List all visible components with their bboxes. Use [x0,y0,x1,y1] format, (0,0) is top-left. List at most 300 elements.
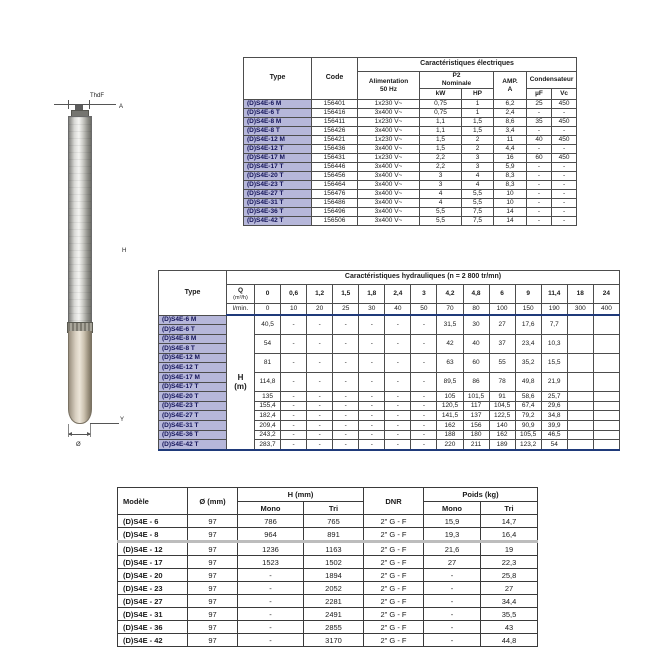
type-cell: (D)S4E-31 T [244,199,312,208]
head-value-cell: 78 [489,373,515,392]
poids-tri-cell: 22,3 [481,556,538,569]
lmin-value-header: 400 [593,304,619,316]
q-value-header: 2,4 [385,285,411,304]
model-cell: (D)S4E - 17 [118,556,188,569]
q-value-header: 3 [411,285,437,304]
hydraulic-table-title: Caractéristiques hydrauliques (n = 2 800 tr/mn) [227,271,620,285]
pump-motor-body [68,331,92,424]
dimensions-row [118,634,538,647]
head-value-cell: 54 [255,334,281,353]
poids-mono-cell: 21,6 [424,542,481,556]
lmin-value-header: 25 [333,304,359,316]
dnr-cell: 2" G - F [364,608,424,621]
col-header-amp: AMP. A [494,72,527,100]
model-cell: (D)S4E - 23 [118,582,188,595]
q-value-header: 1,5 [333,285,359,304]
code-cell: 156486 [312,199,358,208]
electrical-row [244,163,577,172]
code-cell: 156496 [312,208,358,217]
col-header-lmin: l/min. [227,304,255,316]
diameter-cell: 97 [188,608,238,621]
col-header-type: Type [159,271,227,316]
alimentation-cell: 1x230 V~ [358,154,420,163]
poids-tri-cell: 19 [481,542,538,556]
vc-cell: 450 [552,154,577,163]
dnr-cell: 2" G - F [364,528,424,542]
lmin-value-header: 300 [567,304,593,316]
alimentation-cell: 3x400 V~ [358,163,420,172]
dimension-tick [68,100,69,109]
poids-tri-cell: 43 [481,621,538,634]
head-value-cell: 189 [489,440,515,450]
type-cell: (D)S4E-8 M [159,334,227,344]
electrical-row [244,145,577,154]
hydraulic-table [158,270,620,451]
kw-cell: 5,5 [420,217,462,226]
head-value-cell: 243,2 [255,430,281,440]
vc-cell: - [552,208,577,217]
head-value-cell: 105 [437,392,463,402]
uf-cell: - [527,163,552,172]
uf-cell: - [527,217,552,226]
head-value-cell: 101,5 [463,392,489,402]
hp-cell: 1,5 [462,118,494,127]
head-value-cell: 91 [489,392,515,402]
dimensions-row [118,556,538,569]
code-cell: 156426 [312,127,358,136]
dnr-cell: 2" G - F [364,634,424,647]
type-cell: (D)S4E-8 M [244,118,312,127]
head-value-cell: 120,5 [437,401,463,411]
head-value-cell: 141,5 [437,411,463,421]
lmin-value-header: 10 [281,304,307,316]
hp-cell: 2 [462,145,494,154]
head-value-cell [593,353,619,372]
head-value-cell: - [359,373,385,392]
amp-cell: 2,4 [494,109,527,118]
head-value-cell: - [333,440,359,450]
hp-cell: 2 [462,136,494,145]
head-value-cell: 79,2 [515,411,541,421]
q-value-header: 1,2 [307,285,333,304]
head-value-cell: - [385,430,411,440]
kw-cell: 0,75 [420,109,462,118]
kw-cell: 1,1 [420,118,462,127]
h-mono-cell: 1236 [238,542,304,556]
head-value-cell: - [307,353,333,372]
alimentation-cell: 1x230 V~ [358,100,420,109]
hp-cell: 3 [462,163,494,172]
head-value-cell [567,411,593,421]
hp-cell: 5,5 [462,190,494,199]
head-value-cell: - [333,315,359,334]
head-value-cell: - [359,411,385,421]
dim-line-y [90,423,119,424]
head-value-cell: - [333,421,359,431]
head-value-cell: 104,5 [489,401,515,411]
h-mono-cell: - [238,569,304,582]
code-cell: 156421 [312,136,358,145]
electrical-row [244,217,577,226]
head-value-cell: 54 [541,440,567,450]
col-header-vc: Vc [552,89,577,100]
electrical-row [244,100,577,109]
model-cell: (D)S4E - 20 [118,569,188,582]
head-value-cell: - [359,334,385,353]
head-value-cell: 137 [463,411,489,421]
head-value-cell: 49,8 [515,373,541,392]
head-value-cell: 86 [463,373,489,392]
kw-cell: 5,5 [420,208,462,217]
head-value-cell: - [411,392,437,402]
head-value-cell: - [281,373,307,392]
vc-cell: - [552,199,577,208]
poids-tri-cell: 44,8 [481,634,538,647]
poids-mono-cell: 15,9 [424,515,481,528]
dnr-cell: 2" G - F [364,582,424,595]
head-value-cell: - [385,401,411,411]
code-cell: 156506 [312,217,358,226]
head-value-cell: - [385,421,411,431]
poids-mono-cell: - [424,634,481,647]
dim-label-h: H [122,248,127,254]
head-value-cell [567,430,593,440]
lmin-value-header: 30 [359,304,385,316]
poids-mono-cell: 27 [424,556,481,569]
type-cell: (D)S4E-12 T [244,145,312,154]
poids-mono-cell: - [424,569,481,582]
head-value-cell: 7,7 [541,315,567,334]
head-value-cell: 37 [489,334,515,353]
alimentation-cell: 3x400 V~ [358,145,420,154]
h-tri-cell: 1163 [304,542,364,556]
col-header-alimentation: Alimentation 50 Hz [358,72,420,100]
head-value-cell [567,353,593,372]
q-value-header: 11,4 [541,285,567,304]
vc-cell: - [552,127,577,136]
type-cell: (D)S4E-20 T [159,392,227,402]
dnr-cell: 2" G - F [364,621,424,634]
dimensions-row [118,515,538,528]
head-value-cell: 90,9 [515,421,541,431]
head-value-cell: - [359,353,385,372]
dim-label-a: A [119,104,124,110]
type-cell: (D)S4E-20 T [244,172,312,181]
type-cell: (D)S4E-42 T [244,217,312,226]
head-value-cell: - [307,440,333,450]
hp-cell: 4 [462,181,494,190]
head-value-cell: - [359,401,385,411]
head-value-cell: 180 [463,430,489,440]
head-value-cell: - [411,315,437,334]
col-header-condensateur: Condensateur [527,72,577,89]
pump-stage-body [68,116,92,323]
head-value-cell: 188 [437,430,463,440]
head-value-cell: 162 [437,421,463,431]
head-value-cell: 123,2 [515,440,541,450]
h-tri-cell: 1502 [304,556,364,569]
head-value-cell [567,401,593,411]
head-value-cell: 46,5 [541,430,567,440]
amp-cell: 8,6 [494,118,527,127]
model-cell: (D)S4E - 27 [118,595,188,608]
electrical-row [244,190,577,199]
type-cell: (D)S4E-23 T [244,181,312,190]
amp-cell: 8,3 [494,181,527,190]
poids-tri-cell: 25,8 [481,569,538,582]
uf-cell: 25 [527,100,552,109]
hp-cell: 1 [462,109,494,118]
thread-dimension-line [54,104,116,105]
model-cell: (D)S4E - 36 [118,621,188,634]
pump-figure [30,90,140,490]
col-header-diameter: Ø (mm) [188,488,238,515]
uf-cell: - [527,145,552,154]
head-value-cell: 220 [437,440,463,450]
kw-cell: 2,2 [420,154,462,163]
type-cell: (D)S4E-8 T [244,127,312,136]
head-value-cell [593,421,619,431]
hp-cell: 7,5 [462,217,494,226]
head-value-cell: - [307,315,333,334]
h-tri-cell: 2052 [304,582,364,595]
kw-cell: 1,5 [420,136,462,145]
h-mono-cell: - [238,582,304,595]
h-tri-cell: 891 [304,528,364,542]
head-value-cell: - [385,411,411,421]
head-value-cell: 40,5 [255,315,281,334]
dimension-tick [89,100,90,109]
q-value-header: 9 [515,285,541,304]
type-cell: (D)S4E-36 T [159,430,227,440]
head-value-cell: 35,2 [515,353,541,372]
head-value-cell [567,334,593,353]
h-mono-cell: - [238,621,304,634]
type-cell: (D)S4E-6 M [159,315,227,325]
kw-cell: 1,1 [420,127,462,136]
dnr-cell: 2" G - F [364,595,424,608]
model-cell: (D)S4E - 8 [118,528,188,542]
lmin-value-header: 150 [515,304,541,316]
type-cell: (D)S4E-17 T [244,163,312,172]
head-value-cell [593,392,619,402]
alimentation-cell: 3x400 V~ [358,109,420,118]
head-value-cell: 60 [463,353,489,372]
model-cell: (D)S4E - 12 [118,542,188,556]
amp-cell: 4,4 [494,145,527,154]
head-value-cell [567,440,593,450]
lmin-value-header: 50 [411,304,437,316]
col-header-q: Q (m³/h) [227,285,255,304]
head-value-cell: - [281,401,307,411]
lmin-value-header: 20 [307,304,333,316]
head-value-cell: - [411,411,437,421]
amp-cell: 14 [494,217,527,226]
dnr-cell: 2" G - F [364,542,424,556]
hp-cell: 3 [462,154,494,163]
head-value-cell [567,421,593,431]
uf-cell: - [527,181,552,190]
head-value-cell: - [411,373,437,392]
head-value-cell: 114,8 [255,373,281,392]
uf-cell: 35 [527,118,552,127]
head-value-cell [593,411,619,421]
poids-mono-cell: - [424,621,481,634]
head-value-cell [567,315,593,334]
vc-cell: - [552,190,577,199]
head-value-cell: - [281,430,307,440]
electrical-row [244,136,577,145]
q-value-header: 24 [593,285,619,304]
uf-cell: - [527,190,552,199]
diameter-cell: 97 [188,621,238,634]
code-cell: 156446 [312,163,358,172]
type-cell: (D)S4E-17 M [244,154,312,163]
model-cell: (D)S4E - 6 [118,515,188,528]
dimensions-row [118,621,538,634]
dimensions-row [118,528,538,542]
poids-tri-cell: 16,4 [481,528,538,542]
poids-mono-cell: - [424,582,481,595]
type-cell: (D)S4E-12 T [159,363,227,373]
h-mono-cell: 786 [238,515,304,528]
head-value-cell: 162 [489,430,515,440]
lmin-value-header: 0 [255,304,281,316]
head-value-cell: - [385,392,411,402]
amp-cell: 16 [494,154,527,163]
type-cell: (D)S4E-6 T [159,325,227,335]
head-value-cell: - [385,353,411,372]
head-value-cell: - [307,430,333,440]
head-value-cell: 30 [463,315,489,334]
head-value-cell: 58,6 [515,392,541,402]
poids-tri-cell: 14,7 [481,515,538,528]
vc-cell: - [552,172,577,181]
head-value-cell [593,334,619,353]
head-value-cell: - [333,353,359,372]
head-value-cell: 27 [489,315,515,334]
head-value-cell: 283,7 [255,440,281,450]
head-value-cell: 21,9 [541,373,567,392]
uf-cell: - [527,172,552,181]
head-value-cell: 25,7 [541,392,567,402]
vc-cell: 450 [552,136,577,145]
q-value-header: 0,6 [281,285,307,304]
head-value-cell: - [359,392,385,402]
electrical-row [244,172,577,181]
col-header-h-tri: Tri [304,502,364,515]
code-cell: 156436 [312,145,358,154]
dimensions-row [118,542,538,556]
diameter-cell: 97 [188,515,238,528]
head-value-cell [593,440,619,450]
dimensions-row [118,595,538,608]
head-value-cell: - [359,421,385,431]
electrical-row [244,154,577,163]
head-value-cell: 42 [437,334,463,353]
head-value-cell: 34,8 [541,411,567,421]
diameter-cell: 97 [188,528,238,542]
col-header-h-mono: Mono [238,502,304,515]
type-cell: (D)S4E-36 T [244,208,312,217]
amp-cell: 8,3 [494,172,527,181]
vc-cell: 450 [552,100,577,109]
model-cell: (D)S4E - 42 [118,634,188,647]
electrical-row [244,127,577,136]
dnr-cell: 2" G - F [364,556,424,569]
head-value-cell [567,373,593,392]
poids-tri-cell: 27 [481,582,538,595]
col-header-kw: kW [420,89,462,100]
head-value-cell: - [333,411,359,421]
h-tri-cell: 765 [304,515,364,528]
vc-cell: - [552,163,577,172]
code-cell: 156411 [312,118,358,127]
lmin-value-header: 70 [437,304,463,316]
diameter-cell: 97 [188,542,238,556]
vc-cell: - [552,181,577,190]
poids-mono-cell: - [424,608,481,621]
type-cell: (D)S4E-27 T [244,190,312,199]
head-value-cell: - [411,430,437,440]
col-header-model: Modèle [118,488,188,515]
head-value-cell: 40 [463,334,489,353]
lmin-value-header: 40 [385,304,411,316]
hp-cell: 7,5 [462,208,494,217]
code-cell: 156401 [312,100,358,109]
head-value-cell: 81 [255,353,281,372]
uf-cell: 40 [527,136,552,145]
electrical-row [244,181,577,190]
diameter-cell: 97 [188,556,238,569]
head-value-cell: - [281,411,307,421]
q-value-header: 1,8 [359,285,385,304]
alimentation-cell: 3x400 V~ [358,208,420,217]
col-header-dnr: DNR [364,488,424,515]
head-value-cell: 135 [255,392,281,402]
head-value-cell: 29,6 [541,401,567,411]
dnr-cell: 2" G - F [364,569,424,582]
head-value-cell: - [333,401,359,411]
head-value-cell: - [411,334,437,353]
q-value-header: 4,8 [463,285,489,304]
head-value-cell: 15,5 [541,353,567,372]
head-value-cell: 117 [463,401,489,411]
electrical-row [244,109,577,118]
lmin-value-header: 80 [463,304,489,316]
type-cell: (D)S4E-27 T [159,411,227,421]
type-cell: (D)S4E-6 T [244,109,312,118]
alimentation-cell: 1x230 V~ [358,118,420,127]
h-tri-cell: 2855 [304,621,364,634]
kw-cell: 3 [420,172,462,181]
head-value-cell: 209,4 [255,421,281,431]
poids-tri-cell: 35,5 [481,608,538,621]
kw-cell: 2,2 [420,163,462,172]
head-value-cell: - [385,334,411,353]
type-cell: (D)S4E-6 M [244,100,312,109]
head-value-cell: - [281,315,307,334]
electrical-table [243,57,577,226]
diameter-cell: 97 [188,634,238,647]
head-value-cell: 63 [437,353,463,372]
poids-mono-cell: 19,3 [424,528,481,542]
uf-cell: - [527,109,552,118]
head-value-cell: - [307,421,333,431]
electrical-row [244,199,577,208]
head-value-cell: - [307,334,333,353]
head-value-cell: - [333,373,359,392]
